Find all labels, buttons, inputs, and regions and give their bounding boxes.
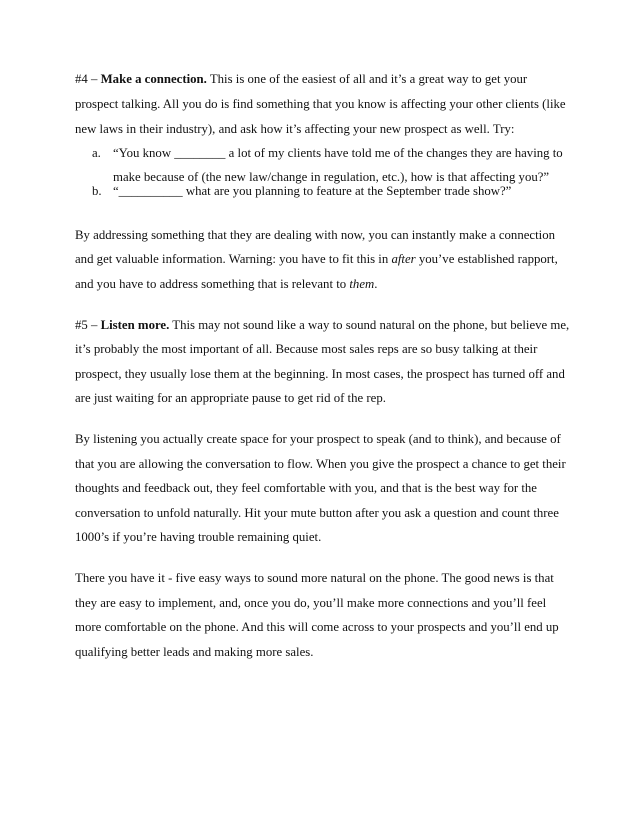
text-run: and you have to address something that is relevant to <box>75 277 350 291</box>
paragraph-line: qualifying better leads and making more sales. <box>75 645 314 659</box>
list-marker: a. <box>92 146 101 160</box>
section-4-title: Make a connection. <box>100 72 207 86</box>
paragraph-line: There you have it - five easy ways to sound more natural on the phone. The good news is that <box>75 571 554 585</box>
section-5-line: prospect, they usually lose them at the beginning. In most cases, the prospect has turned off and <box>75 367 565 381</box>
section-5-line: it’s probably the most important of all. Because most sales reps are so busy talking at their <box>75 342 538 356</box>
paragraph-line: they are easy to implement, and, once you do, you’ll make more connections and you’ll feel <box>75 596 547 610</box>
paragraph-line: 1000’s if you’re having trouble remaining quiet. <box>75 530 322 544</box>
paragraph-line <box>75 276 377 292</box>
text-run: and get valuable information. Warning: you have to fit this in <box>75 252 392 266</box>
section-4-number: #4 – <box>75 72 101 86</box>
paragraph-line: conversation to unfold naturally. Hit your mute button after you ask a question and count three <box>75 506 559 520</box>
section-5-heading-line <box>75 317 569 333</box>
section-4-line: prospect talking. All you do is find something that you know is affecting your other clients (like <box>75 97 566 111</box>
list-item-text: “__________ what are you planning to feature at the September trade show?” <box>113 184 512 198</box>
list-marker: b. <box>92 184 102 198</box>
emphasis-text: them <box>349 277 375 291</box>
text-run: . <box>374 277 378 291</box>
list-item-text: make because of (the new law/change in regulation, etc.), how is that affecting you?” <box>113 170 550 184</box>
section-5-title: Listen more. <box>100 318 170 332</box>
emphasis-text: after <box>391 252 416 266</box>
paragraph-line: thoughts and feedback out, they feel comfortable with you, and that is the best way for the <box>75 481 537 495</box>
section-4-text: This is one of the easiest of all and it’s a great way to get your <box>206 72 528 86</box>
section-5-number: #5 – <box>75 318 101 332</box>
list-item-text: “You know ________ a lot of my clients have told me of the changes they are having to <box>113 146 563 160</box>
paragraph-line: By addressing something that they are dealing with now, you can instantly make a connection <box>75 228 556 242</box>
paragraph-line: that you are allowing the conversation to flow. When you give the prospect a chance to get their <box>75 457 566 471</box>
section-4-heading-line <box>75 71 527 87</box>
paragraph-line: By listening you actually create space for your prospect to speak (and to think), and because of <box>75 432 561 446</box>
text-run: you’ve established rapport, <box>415 252 558 266</box>
section-5-line: are just waiting for an appropriate pause to get rid of the rep. <box>75 391 386 405</box>
paragraph-line: more comfortable on the phone. And this will come across to your prospects and you’ll end up <box>75 620 559 634</box>
section-5-text: This may not sound like a way to sound natural on the phone, but believe me, <box>169 318 570 332</box>
paragraph-line <box>75 251 558 267</box>
section-4-line: new laws in their industry), and ask how it’s affecting your new prospect as well. Try: <box>75 122 515 136</box>
